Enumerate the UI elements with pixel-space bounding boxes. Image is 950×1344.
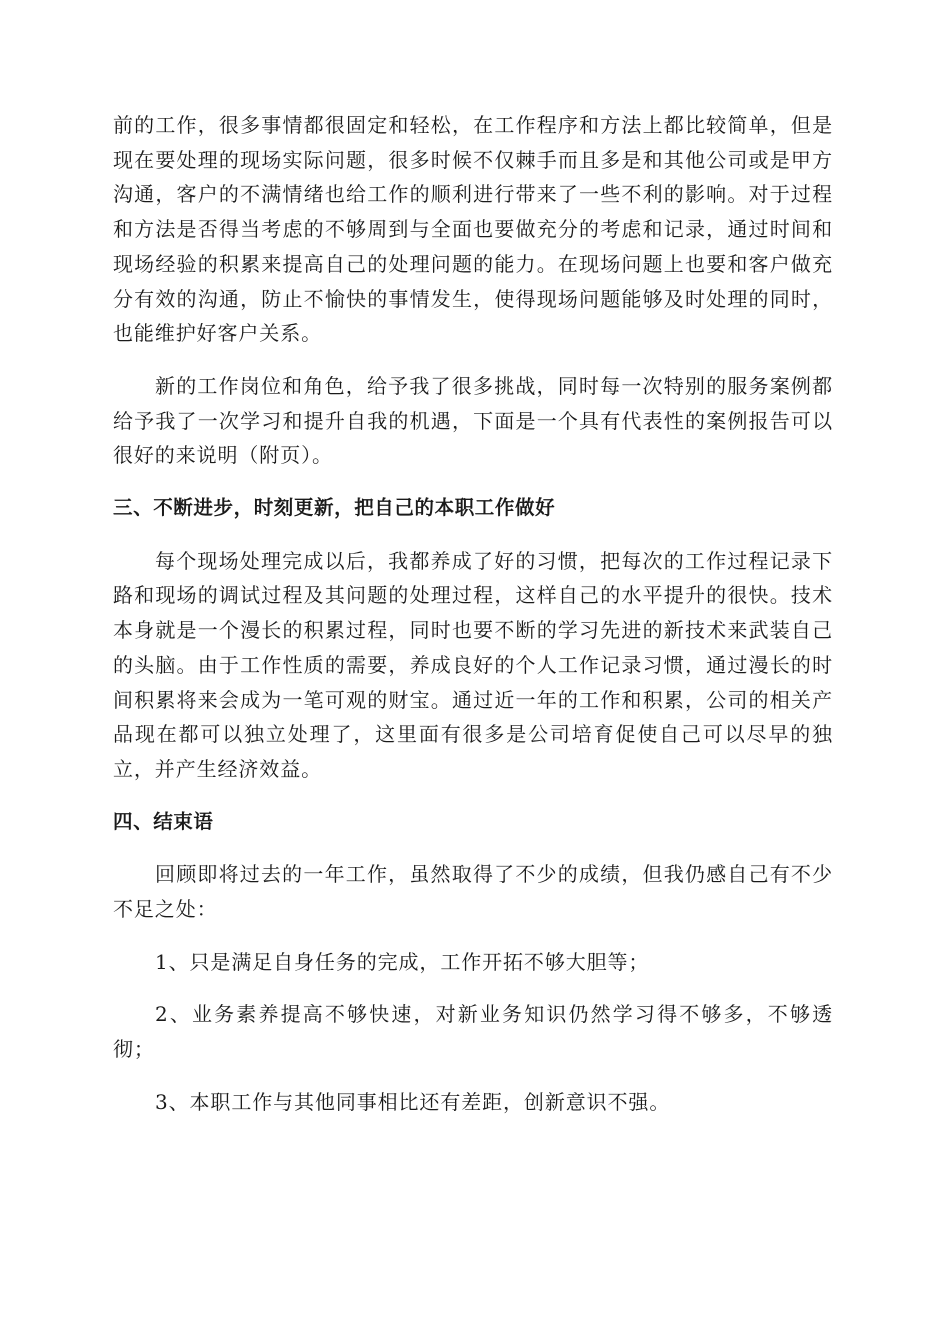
paragraph-work-records: 每个现场处理完成以后，我都养成了好的习惯，把每次的工作过程记录下路和现场的调试过程及其问题的处理过程，这样自己的水平提升的很快。技术本身就是一个漫长的积累过程，同时也要不断的学习先进的新技术来武装自己的头脑。由于工作性质的需要，养成良好的个人工作记录习惯，通过漫长的时间积累将来会成为一笔可观的财宝。通过近一年的工作和积累，公司的相关产品现在都可以独立处理了，这里面有很多是公司培育促使自己可以尽早的独立，并产生经济效益。 [113, 548, 833, 781]
list-item-shortcoming-1: 1、只是满足自身任务的完成，工作开拓不够大胆等； [155, 949, 650, 974]
list-item-shortcoming-3: 3、本职工作与其他同事相比还有差距，创新意识不强。 [155, 1089, 671, 1114]
section-heading-conclusion: 四、结束语 [113, 809, 214, 833]
document-page [113, 108, 833, 1120]
paragraph-work-challenges: 前的工作，很多事情都很固定和轻松，在工作程序和方法上都比较简单，但是现在要处理的现场实际问题，很多时候不仅棘手而且多是和其他公司或是甲方沟通，客户的不满情绪也给工作的顺利进行带来了一些不利的影响。对于过程和方法是否得当考虑的不够周到与全面也要做充分的考虑和记录，通过时间和现场经验的积累来提高自己的处理问题的能力。在现场问题上也要和客户做充分有效的沟通，防止不愉快的事情发生，使得现场问题能够及时处理的同时，也能维护好客户关系。 [113, 113, 833, 346]
paragraph-review: 回顾即将过去的一年工作，虽然取得了不少的成绩，但我仍感自己有不少不足之处： [113, 862, 833, 922]
paragraph-new-role: 新的工作岗位和角色，给予我了很多挑战，同时每一次特别的服务案例都给予我了一次学习和提升自我的机遇，下面是一个具有代表性的案例报告可以很好的来说明（附页）。 [113, 373, 833, 468]
section-heading-progress: 三、不断进步，时刻更新，把自己的本职工作做好 [113, 496, 556, 520]
list-item-shortcoming-2: 2、业务素养提高不够快速，对新业务知识仍然学习得不够多，不够透彻； [113, 1002, 833, 1062]
